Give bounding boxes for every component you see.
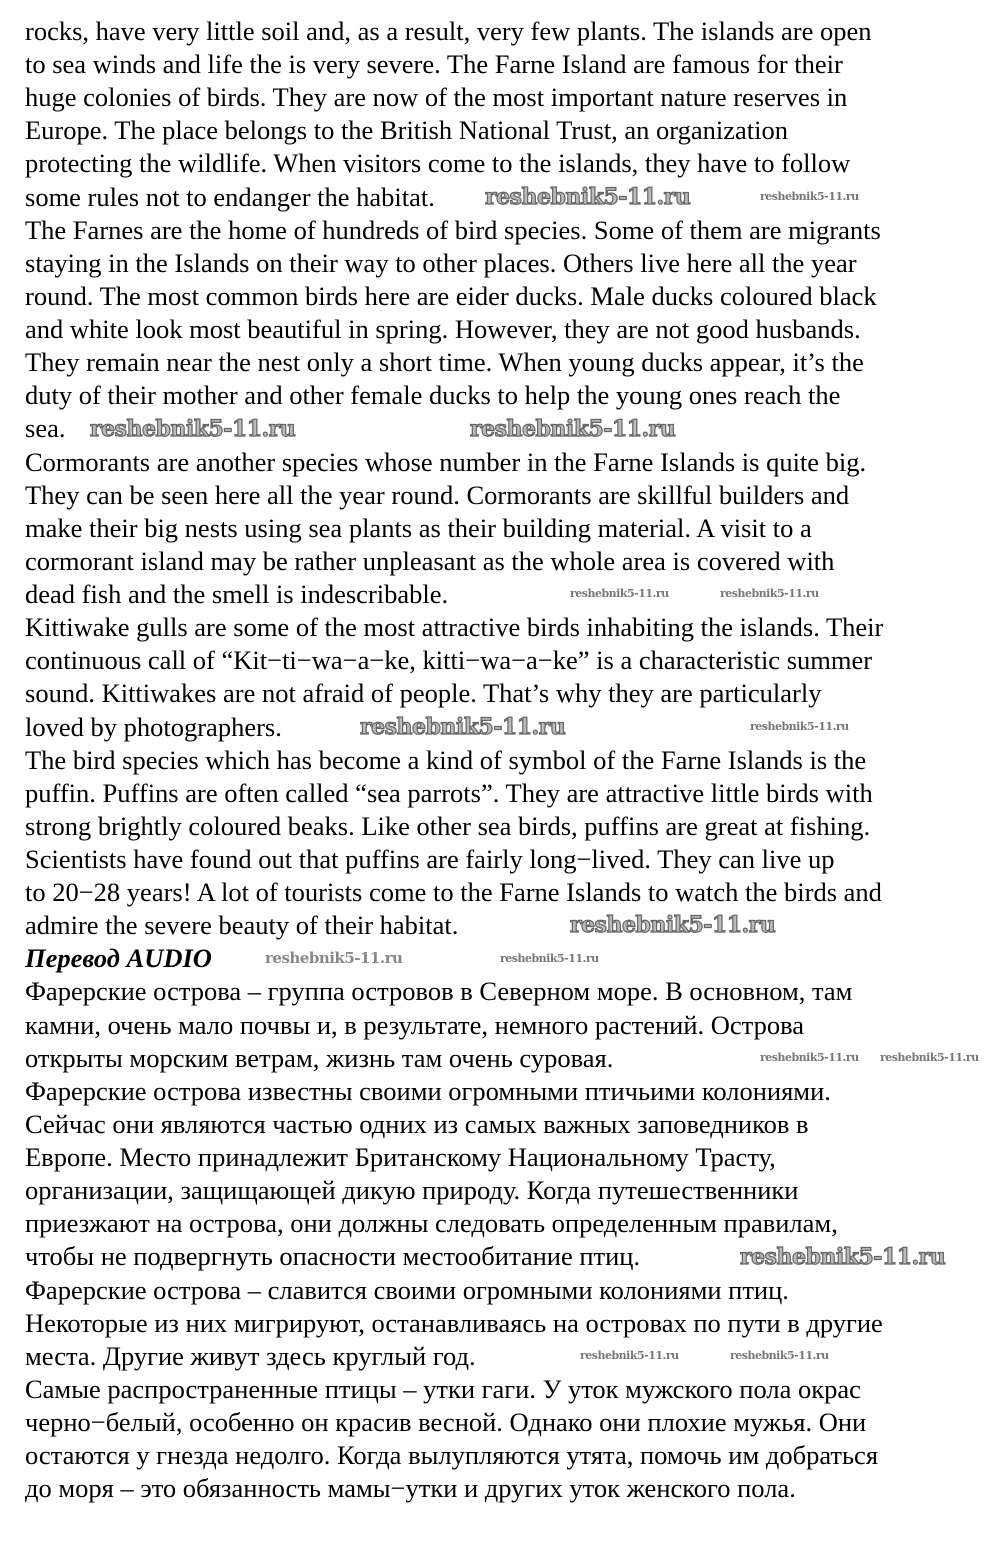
watermark: reshebnik5-11.ru [570,587,669,600]
text-line: duty of their mother and other female ducks to help the young ones reach the [25,380,841,411]
watermark: reshebnik5-11.ru [265,949,403,967]
text-line: some rules not to endanger the habitat. [25,181,435,212]
text-line: admire the severe beauty of their habitat. [25,910,459,941]
watermark: reshebnik5-11.ru [750,720,849,733]
text-line: and white look most beautiful in spring. However, they are not good husbands. [25,314,861,345]
text-line: loved by photographers. [25,711,282,742]
text-line: Сейчас они являются частью одних из самых важных заповедников в [25,1108,809,1139]
text-line: организации, защищающей дикую природу. Когда путешественники [25,1175,799,1206]
text-line: continuous call of “Kit−ti−wa−a−ke, kitti−wa−a−ke” is a characteristic summer [25,645,873,676]
text-line: dead fish and the smell is indescribable. [25,579,449,610]
text-line: Фарерские острова известны своими огромными птичьими колониями. [25,1075,831,1106]
text-line: места. Другие живут здесь круглый год. [25,1340,476,1371]
text-line: They remain near the nest only a short time. When young ducks appear, it’s the [25,347,864,378]
text-line: Самые распространенные птицы – утки гаги. У уток мужского пола окрас [25,1373,861,1404]
text-line: Scientists have found out that puffins are fairly long−lived. They can live up [25,844,835,874]
text-line: приезжают на острова, они должны следовать определенным правилам, [25,1208,838,1239]
text-line: make their big nests using sea plants as their building material. A visit to a [25,512,812,543]
text-line: Cormorants are another species whose number in the Farne Islands is quite big. [25,446,867,477]
watermark: reshebnik5-11.ru [760,190,859,203]
watermark: reshebnik5-11.ru [730,1349,829,1362]
text-line: to sea winds and life the is very severe. The Farne Island are famous for their [25,49,843,80]
text-line: открыты морским ветрам, жизнь там очень суровая. [25,1042,614,1073]
watermark: reshebnik5-11.ru [740,1244,946,1270]
watermark: reshebnik5-11.ru [470,416,676,442]
text-line: to 20−28 years! A lot of tourists come to the Farne Islands to watch the birds and [25,877,882,908]
text-line: The Farnes are the home of hundreds of bird species. Some of them are migrants [25,214,881,245]
text-line: Kittiwake gulls are some of the most attractive birds inhabiting the islands. Their [25,612,884,643]
text-line: rocks, have very little soil and, as a result, very few plants. The islands are open [25,16,872,46]
watermark: reshebnik5-11.ru [570,912,776,938]
watermark: reshebnik5-11.ru [580,1349,679,1362]
watermark: reshebnik5-11.ru [880,1051,979,1064]
text-line: Фарерские острова – группа островов в Северном море. В основном, там [25,976,853,1007]
watermark: reshebnik5-11.ru [720,587,819,600]
text-line: protecting the wildlife. When visitors come to the islands, they have to follow [25,148,851,179]
text-line: Европе. Место принадлежит Британскому Национальному Трасту, [25,1142,776,1173]
text-line: камни, очень мало почвы и, в результате, немного растений. Острова [25,1009,805,1040]
watermark: reshebnik5-11.ru [485,184,691,210]
section-heading: Перевод AUDIO [25,943,212,974]
text-line: The bird species which has become a kind of symbol of the Farne Islands is the [25,744,867,775]
text-line: strong brightly coloured beaks. Like other sea birds, puffins are great at fishing. [25,810,871,841]
text-line: чтобы не подвергнуть опасности местообитание птиц. [25,1241,641,1272]
text-line: staying in the Islands on their way to other places. Others live here all the year [25,247,857,278]
text-line: Некоторые из них мигрируют, останавливаясь на островах по пути в другие [25,1307,883,1338]
watermark: reshebnik5-11.ru [500,952,599,965]
watermark: reshebnik5-11.ru [760,1051,859,1064]
text-line: sound. Kittiwakes are not afraid of people. That’s why they are particularly [25,678,822,709]
text-line: Фарерские острова – славится своими огромными колониями птиц. [25,1274,789,1305]
text-line: до моря – это обязанность мамы−утки и других уток женского пола. [25,1473,796,1504]
text-line: puffin. Puffins are often called “sea parrots”. They are attractive little birds with [25,777,873,808]
text-line: cormorant island may be rather unpleasant as the whole area is covered with [25,545,835,576]
text-line: остаются у гнезда недолго. Когда вылупляются утята, помочь им добраться [25,1440,879,1471]
text-line: huge colonies of birds. They are now of the most important nature reserves in [25,82,848,113]
watermark: reshebnik5-11.ru [360,714,566,740]
text-line: Europe. The place belongs to the British National Trust, an organization [25,115,788,146]
text-line: round. The most common birds here are eider ducks. Male ducks coloured black [25,280,877,311]
text-line: sea. [25,413,66,444]
watermark: reshebnik5-11.ru [90,416,296,442]
text-line: черно−белый, особенно он красив весной. Однако они плохие мужья. Они [25,1407,867,1438]
text-line: They can be seen here all the year round. Cormorants are skillful builders and [25,479,850,510]
